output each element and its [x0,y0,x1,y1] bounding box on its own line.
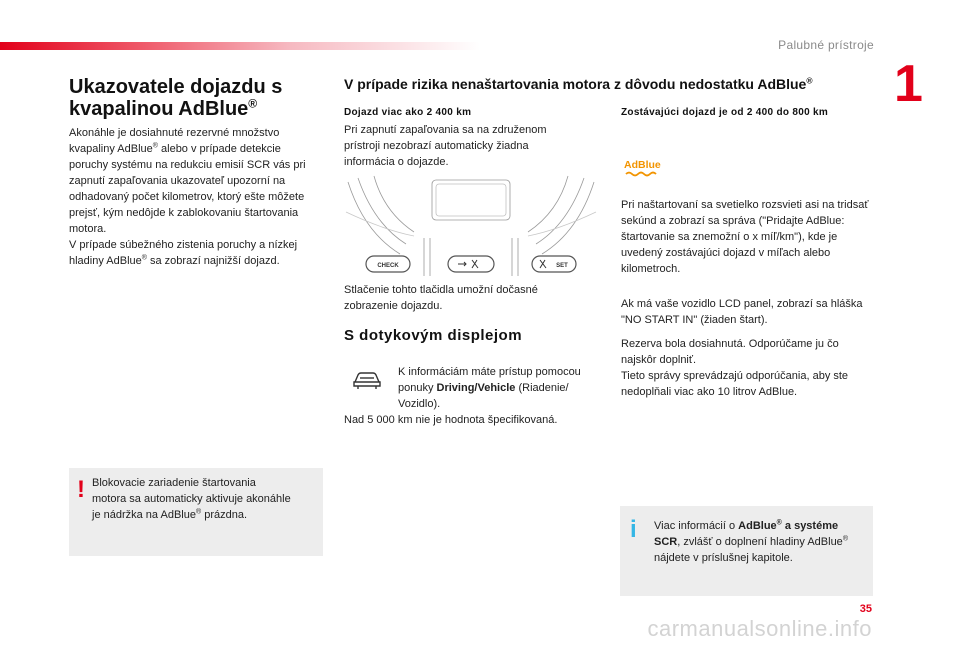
col2-text-3b: Tieto správy sprevádzajú odporúčania, aby ste nedoplňali viac ako 10 litrov AdBlue. [621,370,849,398]
page-number: 35 [859,603,872,615]
menu-name: Driving/Vehicle [436,382,516,394]
watermark: carmanualsonline.info [647,616,872,641]
col2-text-3 [621,336,871,400]
left-paragraph-2 [69,237,319,269]
trip-reset-button[interactable] [448,256,494,272]
chapter-number: 1 [894,55,923,113]
instrument-panel-illustration [344,172,598,280]
left-para1-text-b: alebo v prípade detekcie poruchy systému na redukciu emisií SCR vás pri zapnutí zapaľovania ukazovateľ upozorní na odhadovaný počet kilometrov, ktorý ešte môžete prejsť, kým nedôjde k zablokovaniu štartovania motora. [69,143,306,235]
main-heading-text: V prípade rizika nenaštartovania motora z dôvodu nedostatku AdBlue [344,76,807,92]
warning-text-b: prázdna. [201,509,248,521]
set-button[interactable] [532,256,576,272]
warning-text [92,475,292,523]
touch-text-a: K informáciám máte prístup pomocou ponuky [398,366,581,394]
car-icon [352,370,382,390]
info-text-c: nájdete v príslušnej kapitole. [654,552,793,564]
check-button[interactable] [366,256,410,272]
info-box [620,506,873,596]
col1-text: Pri zapnutí zapaľovania sa na združenom prístroji nezobrazí automaticky žiadna informácia o dojazde. [344,124,547,168]
left-heading-line2: kvapalinou AdBlue [69,98,249,120]
col2-text-1: Pri naštartovaní sa svetielko rozsvieti asi na tridsať sekúnd a zobrazí sa správa ("Pridajte AdBlue: štartovanie sa znemožní o x míľ/km"), kde je uvedený zostávajúci dojazd v míľach alebo kilometroch. [621,199,869,275]
section-title: Palubné prístroje [778,38,874,52]
check-button-label: CHECK [377,263,399,269]
warning-text-a: Blokovacie zariadenie štartovania motora sa automaticky aktivuje akonáhle je nádržka na AdBlue [92,477,291,521]
set-button-label: SET [556,263,568,269]
info-icon: i [630,516,637,543]
col1-subhead: Dojazd viac ako 2 400 km [344,107,472,118]
info-text-a: Viac informácií o [654,520,739,532]
exclamation-icon: ! [77,476,85,503]
dashboard-caption: Stlačenie tohto tlačidla umožní dočasné zobrazenie dojazdu. [344,284,538,312]
touch-display-heading: S dotykovým displejom [344,327,523,344]
left-heading [69,76,329,120]
registered-mark: ® [842,535,848,543]
left-heading-line1: Ukazovatele dojazdu s [69,76,283,98]
touch-text-b: (Riadenie/ Vozidlo). [398,382,569,410]
info-text [654,518,864,566]
registered-mark: ® [776,519,782,527]
registered-mark: ® [195,508,202,516]
registered-mark: ® [152,142,158,150]
adblue-icon-label: AdBlue [624,159,661,171]
touch-display-text [398,364,603,412]
col2-text-3a: Rezerva bola dosiahnutá. Odporúčame ju čo najskôr doplniť. [621,338,839,366]
registered-mark: ® [806,75,813,86]
range-note: Nad 5 000 km nie je hodnota špecifikovaná. [344,414,558,426]
col2-subhead: Zostávajúci dojazd je od 2 400 do 800 km [621,107,829,118]
left-para2-text-b: sa zobrazí najnižší dojazd. [146,255,280,267]
header-accent-bar [0,42,480,50]
left-body [69,125,319,269]
info-bold-a: AdBlue [738,520,777,532]
left-para1-text-a: Akonáhle je dosiahnuté rezervné množstvo kvapaliny AdBlue [69,127,280,155]
main-heading [344,76,813,92]
left-para2-text-a: V prípade súbežného zistenia poruchy a nízkej hladiny AdBlue [69,239,298,267]
registered-mark: ® [141,254,147,262]
warning-box [69,468,323,556]
info-bold-b: a systéme SCR [654,520,839,548]
info-text-b: , zvlášť o doplnení hladiny AdBlue [677,536,843,548]
col2-text-2: Ak má vaše vozidlo LCD panel, zobrazí sa hláška "NO START IN" (žiaden štart). [621,298,863,326]
adblue-warning-icon [624,157,664,179]
left-paragraph-1 [69,125,319,237]
registered-mark: ® [248,96,258,111]
